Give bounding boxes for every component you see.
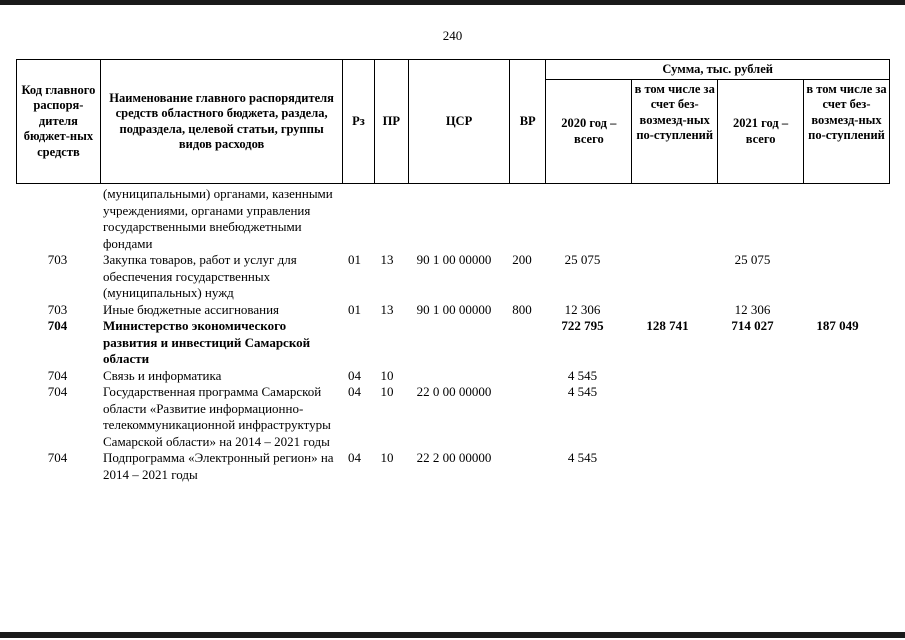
- row-rz: 04: [348, 384, 361, 399]
- header-code: Код главного распоря-дителя бюджет-ных средств: [17, 60, 101, 184]
- table-row: [16, 318, 890, 368]
- table-row: [16, 252, 890, 302]
- table-header: [16, 59, 890, 184]
- row-code: 704: [47, 318, 68, 333]
- header-csr: ЦСР: [409, 60, 510, 184]
- row-sum-2021-gratuitous: 187 049: [816, 318, 859, 333]
- header-2020-total: 2020 год – всего: [546, 80, 632, 184]
- row-pr: 13: [380, 252, 394, 267]
- header-2020-gratuitous: в том числе за счет без-возмезд-ных по-ступлений: [632, 80, 718, 184]
- row-sum-2021: 25 075: [734, 252, 771, 267]
- header-2021-gratuitous: в том числе за счет без-возмезд-ных по-ступлений: [804, 80, 890, 184]
- row-code: 704: [47, 450, 68, 465]
- row-rz: 01: [348, 301, 361, 317]
- row-sum-2020: 25 075: [564, 252, 601, 267]
- row-csr: 22 0 00 00000: [416, 384, 492, 399]
- header-vr: ВР: [510, 60, 546, 184]
- row-rz: 01: [348, 252, 361, 267]
- row-name: Закупка товаров, работ и услуг для обеспечения государственных (муниципальных) нужд: [103, 252, 297, 300]
- row-csr: 90 1 00 00000: [416, 301, 492, 317]
- row-rz: 04: [348, 450, 361, 465]
- header-name: Наименование главного распорядителя средств областного бюджета, раздела, подраздела, целевой статьи, группы видов расходов: [100, 60, 342, 184]
- row-vr: 200: [512, 252, 532, 267]
- top-border: [0, 0, 905, 5]
- row-sum-2021: 12 306: [734, 301, 771, 317]
- row-sum-2020-gratuitous: 128 741: [646, 318, 689, 333]
- row-csr: 22 2 00 00000: [416, 450, 492, 465]
- row-name: Подпрограмма «Электронный регион» на 2014 – 2021 годы: [103, 450, 334, 482]
- row-name: Связь и информатика: [103, 367, 222, 383]
- row-name: Иные бюджетные ассигнования: [103, 301, 280, 317]
- row-sum-2020: 12 306: [564, 301, 601, 317]
- row-sum-2021: 714 027: [731, 318, 774, 333]
- row-pr: 10: [380, 367, 394, 383]
- row-sum-2020: 4 545: [567, 384, 598, 399]
- row-sum-2020: 4 545: [567, 367, 598, 383]
- row-sum-2020: 722 795: [561, 318, 604, 333]
- row-code: 703: [47, 301, 68, 317]
- row-code: 704: [47, 367, 68, 383]
- header-rz: Рз: [343, 60, 374, 184]
- row-code: 703: [47, 252, 68, 267]
- row-name: Министерство экономического развития и инвестиций Самарской области: [103, 318, 311, 366]
- header-sum: Сумма, тыс. рублей: [546, 60, 890, 80]
- row-pr: 13: [380, 301, 394, 317]
- table-row: [16, 384, 890, 450]
- table-body: [16, 186, 890, 483]
- row-rz: 04: [348, 367, 361, 383]
- row-pr: 10: [380, 450, 394, 465]
- bottom-border: [0, 632, 905, 638]
- row-csr: 90 1 00 00000: [416, 252, 492, 267]
- row-sum-2020: 4 545: [567, 450, 598, 465]
- table-row: [16, 450, 890, 483]
- row-name: (муниципальными) органами, казенными учреждениями, органами управления государственными внебюджетными фондами: [103, 186, 333, 251]
- row-pr: 10: [380, 384, 394, 399]
- table-row: [16, 368, 890, 385]
- row-name: Государственная программа Самарской области «Развитие информационно-телекоммуникационной инфраструктуры Самарской области» на 2014 – 2021 годы: [103, 384, 331, 449]
- header-2021-total: 2021 год – всего: [718, 80, 804, 184]
- table-row: [16, 186, 890, 252]
- table-row: [16, 302, 890, 319]
- header-pr: ПР: [374, 60, 408, 184]
- row-vr: 800: [512, 301, 532, 317]
- row-code: 704: [47, 384, 68, 399]
- page-number: 240: [442, 28, 463, 43]
